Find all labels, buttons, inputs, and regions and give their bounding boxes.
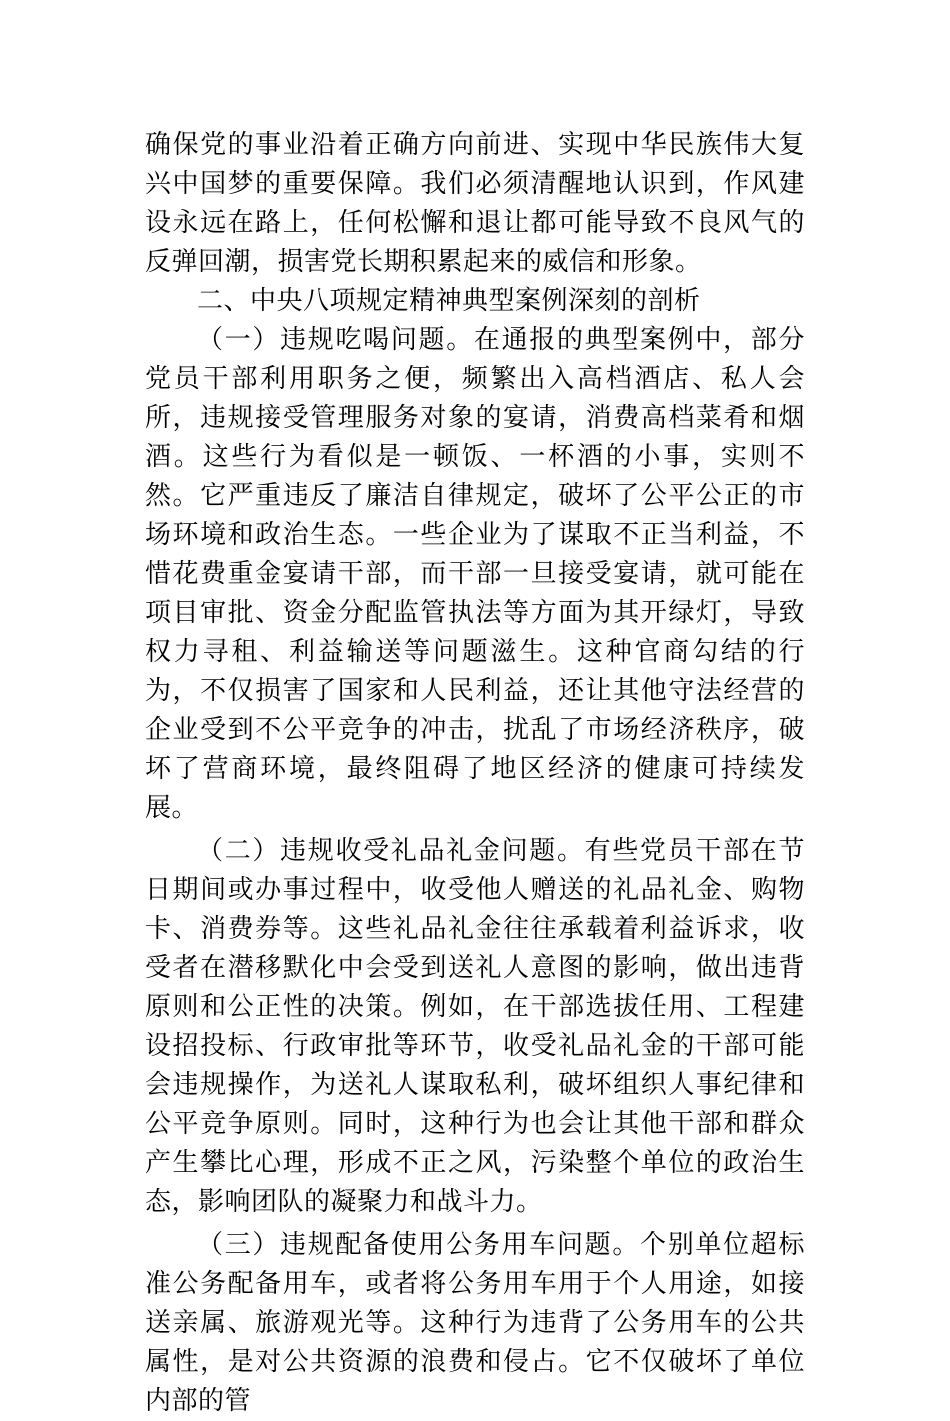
paragraph-violation-vehicles: （三）违规配备使用公务用车问题。个别单位超标准公务配备用车，或者将公务用车用于个人用途，如接送亲属、旅游观光等。这种行为违背了公务用车的公共属性，是对公共资源的浪费和侵占。它不仅破坏了单位内部的管 <box>145 1230 805 1416</box>
paragraph-continued: 确保党的事业沿着正确方向前进、实现中华民族伟大复兴中国梦的重要保障。我们必须清醒地认识到，作风建设永远在路上，任何松懈和退让都可能导致不良风气的反弹回潮，损害党长期积累起来的威信和形象。 <box>145 130 805 277</box>
section-heading: 二、中央八项规定精神典型案例深刻的剖析 <box>197 286 701 316</box>
document-body <box>145 126 805 1421</box>
paragraph-violation-gifts: （二）违规收受礼品礼金问题。有些党员干部在节日期间或办事过程中，收受他人赠送的礼品礼金、购物卡、消费券等。这些礼品礼金往往承载着利益诉求，收受者在潜移默化中会受到送礼人意图的影响，做出违背原则和公正性的决策。例如，在干部选拔任用、工程建设招投标、行政审批等环节，收受礼品礼金的干部可能会违规操作，为送礼人谋取私利，破坏组织人事纪律和公平竞争原则。同时，这种行为也会让其他干部和群众产生攀比心理，形成不正之风，污染整个单位的政治生态，影响团队的凝聚力和战斗力。 <box>145 836 805 1217</box>
paragraph-violation-dining: （一）违规吃喝问题。在通报的典型案例中，部分党员干部利用职务之便，频繁出入高档酒店、私人会所，违规接受管理服务对象的宴请，消费高档菜肴和烟酒。这些行为看似是一顿饭、一杯酒的小事，实则不然。它严重违反了廉洁自律规定，破坏了公平公正的市场环境和政治生态。一些企业为了谋取不正当利益，不惜花费重金宴请干部，而干部一旦接受宴请，就可能在项目审批、资金分配监管执法等方面为其开绿灯，导致权力寻租、利益输送等问题滋生。这种官商勾结的行为，不仅损害了国家和人民利益，还让其他守法经营的企业受到不公平竞争的冲击，扰乱了市场经济秩序，破坏了营商环境，最终阻碍了地区经济的健康可持续发展。 <box>145 325 805 823</box>
